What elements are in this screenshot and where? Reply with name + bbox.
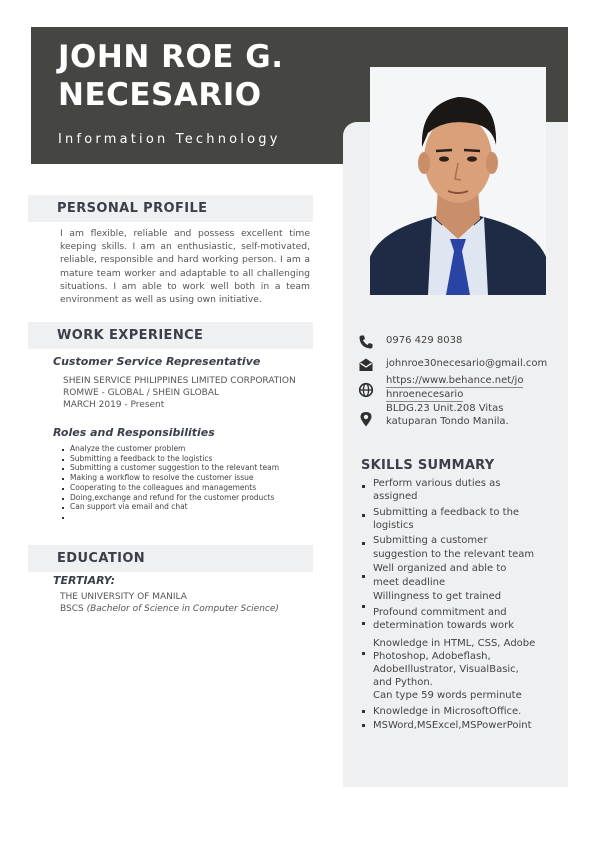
skill-line: Perform various duties as xyxy=(373,478,501,489)
bullet-icon xyxy=(362,724,365,727)
email-address[interactable]: johnroe30necesario@gmail.com xyxy=(386,358,548,369)
profile-section-title: PERSONAL PROFILE xyxy=(57,201,208,216)
skill-line: AdobeIllustrator, VisualBasic, xyxy=(373,664,519,675)
candidate-name xyxy=(58,38,283,114)
portrait-illustration xyxy=(370,67,546,295)
globe-icon xyxy=(358,382,374,398)
phone-icon xyxy=(358,334,374,350)
skill-line: suggestion to the relevant team xyxy=(373,549,535,560)
bullet-icon xyxy=(362,605,365,608)
name-line-1: JOHN ROE G. xyxy=(58,39,284,75)
degree xyxy=(60,603,279,615)
skill-line: MSWord,MSExcel,MSPowerPoint xyxy=(373,720,532,731)
education-section-title: EDUCATION xyxy=(57,551,146,566)
skill-line: Submitting a customer xyxy=(373,535,488,546)
education-section-bar xyxy=(28,545,313,572)
skill-line: logistics xyxy=(373,520,414,531)
name-line-2: NECESARIO xyxy=(58,77,262,113)
education-level: TERTIARY: xyxy=(53,574,115,587)
address-line-1: BLDG.23 Unit.208 Vitas xyxy=(386,403,504,414)
contact-phone xyxy=(358,334,558,348)
skill-line: Photoshop, Adobeflash, xyxy=(373,651,491,662)
degree-full: (Bachelor of Science in Computer Science) xyxy=(86,604,279,614)
website-line-2[interactable]: hnroenecesario xyxy=(386,389,464,400)
skill-line: meet deadline xyxy=(373,577,446,588)
skill-line: Can type 59 words perminute xyxy=(373,690,522,701)
contact-address xyxy=(358,402,558,427)
profile-section-bar xyxy=(28,195,313,222)
mail-icon xyxy=(358,357,374,373)
skill-line: Willingness to get trained xyxy=(373,591,502,602)
contact-website xyxy=(358,374,558,400)
education-info xyxy=(60,591,279,615)
job-title: Information Technology xyxy=(58,132,281,147)
website-line-1[interactable]: https://www.behance.net/jo xyxy=(386,375,524,386)
skill-line: Well organized and able to xyxy=(373,563,507,574)
skill-line: assigned xyxy=(373,491,418,502)
bullet-icon xyxy=(362,710,365,713)
profile-photo xyxy=(370,67,546,295)
bullet-icon xyxy=(362,622,365,625)
list-item: Doing,exchange and refund for the customer products xyxy=(60,493,279,503)
bullet-icon xyxy=(362,514,365,517)
contact-email xyxy=(358,357,558,371)
duties-list xyxy=(60,444,279,522)
job-position: Customer Service Representative xyxy=(53,355,261,368)
skill-line: Knowledge in HTML, CSS, Adobe xyxy=(373,638,536,649)
list-item: Making a workflow to resolve the customer issue xyxy=(60,473,279,483)
location-pin-icon xyxy=(358,411,374,427)
list-item xyxy=(60,512,279,522)
skills-section-title: SKILLS SUMMARY xyxy=(361,458,495,473)
bullet-icon xyxy=(362,485,365,488)
work-section-title: WORK EXPERIENCE xyxy=(57,328,204,343)
work-section-bar xyxy=(28,322,313,349)
list-item: Analyze the customer problem xyxy=(60,444,279,454)
bullet-icon xyxy=(362,542,365,545)
skill-line: determination towards work xyxy=(373,620,515,631)
skill-line: and Python. xyxy=(373,677,433,688)
phone-number: 0976 429 8038 xyxy=(386,335,463,346)
employer-info xyxy=(63,375,296,411)
degree-code: BSCS xyxy=(60,604,84,614)
bullet-icon xyxy=(362,575,365,578)
employer-brand: ROMWE - GLOBAL / SHEIN GLOBAL xyxy=(63,388,220,398)
list-item: Cooperating to the colleagues and managements xyxy=(60,483,279,493)
address-line-2: katuparan Tondo Manila. xyxy=(386,416,509,427)
list-item: Submitting a feedback to the logistics xyxy=(60,454,279,464)
list-item: Submitting a customer suggestion to the relevant team xyxy=(60,463,279,473)
roles-heading: Roles and Responsibilities xyxy=(53,426,215,439)
skill-line: Knowledge in MicrosoftOffice. xyxy=(373,706,522,717)
school-name: THE UNIVERSITY OF MANILA xyxy=(60,592,187,602)
employment-date: MARCH 2019 - Present xyxy=(63,400,165,410)
profile-summary: I am flexible, reliable and possess excellent time keeping skills. I am an enthusiastic, self-motivated, reliable, responsible and hard working person. I am a mature team worker and adaptable to all challenging situations. I am able to work well both in a team environment as well as using own initiative. xyxy=(60,228,310,306)
list-item: Can support via email and chat xyxy=(60,502,279,512)
address xyxy=(386,402,556,428)
website-link[interactable] xyxy=(386,374,556,402)
bullet-icon xyxy=(362,652,365,655)
skill-line: Profound commitment and xyxy=(373,607,507,618)
employer-name: SHEIN SERVICE PHILIPPINES LIMITED CORPORATION xyxy=(63,376,296,386)
skill-line: Submitting a feedback to the xyxy=(373,507,520,518)
